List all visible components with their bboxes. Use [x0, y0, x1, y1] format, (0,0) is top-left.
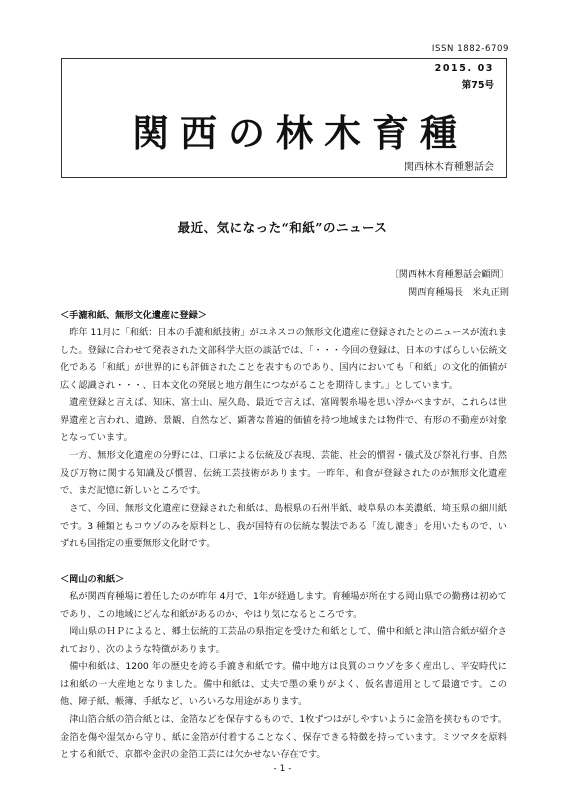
- paragraph: 津山箔合紙の箔合紙とは、金箔などを保存するもので、1枚ずつはがしやすいように金箔を挟むものです。金箔を傷や湿気から守り、紙に金箔が付着することなく、保存できる特徴を持っています。ミツマタを原料とする和紙で、京都や金沢の金箔工芸には欠かせない存在です。: [60, 714, 507, 761]
- paragraph: 遺産登録と言えば、知床、富士山、屋久島、最近で言えば、富岡製糸場を思い浮かべますが、これらは世界遺産と言われ、遺跡、景観、自然など、顕著な普遍的価値を持つ地域または物件で、有形の不動産が対象となっています。: [60, 397, 507, 444]
- author-affiliation: 〔関西林木育種懇話会顧問〕: [389, 269, 509, 280]
- author-name: 関西育種場長 米丸正則: [407, 287, 509, 298]
- masthead-box: [61, 58, 507, 178]
- issn-number: ISSN 1882-6709: [431, 44, 509, 54]
- section-heading-okayama: ＜岡山の和紙＞: [60, 574, 125, 585]
- paragraph: 備中和紙は、1200 年の歴史を誇る手漉き和紙です。備中地方は良質のコウゾを多く産出し、平安時代には和紙の一大産地となりました。備中和紙は、丈夫で墨の乗りがよく、仮名書道用として最適です。この他、障子紙、帳簿、手紙など、いろいろな用途があります。: [60, 661, 507, 708]
- paragraph: 昨年 11月に「和紙：日本の手漉和紙技術」がユネスコの無形文化遺産に登録されたとのニュースが流れました。登録に合わせて発表された文部科学大臣の談話では、「・・・今回の登録は、日本のすばらしい伝統文化である「和紙」が世界的にも評価されたことを表すものであり、国内においても「和紙」の文化的価値が広く認識され・・・、日本文化の発展と地方創生につながることを期待します。」としています。: [60, 327, 507, 391]
- paragraph: 一方、無形文化遺産の分野には、口承による伝統及び表現、芸能、社会的慣習・儀式及び祭礼行事、自然及び万物に関する知識及び慣習、伝統工芸技術があります。一昨年、和食が登録されたのが無形文化遺産で、まだ記憶に新しいところです。: [60, 450, 507, 497]
- paragraph: さて、今回、無形文化遺産に登録された和紙は、島根県の石州半紙、岐阜県の本美濃紙、埼玉県の細川紙です。3 種類ともコウゾのみを原料とし、我が国特有の伝統な製法である「流し漉き」を用いたもので、いずれも国指定の重要無形文化財です。: [60, 503, 507, 550]
- issue-number: 第75号: [461, 80, 494, 91]
- paragraph: 岡山県のＨＰによると、郷土伝統的工芸品の県指定を受けた和紙として、備中和紙と津山箔合紙が紹介されており、次のような特徴があります。: [60, 626, 507, 655]
- page-number: - 1 -: [273, 764, 292, 774]
- newsletter-title: 関西の林木育種: [132, 111, 468, 155]
- issue-date: 2015. 03: [434, 63, 494, 74]
- publisher-name: 関西林木育種懇話会: [404, 162, 494, 173]
- article-title: 最近、気になった“和紙”のニュース: [177, 220, 388, 235]
- paragraph: 私が関西育種場に着任したのが昨年 4月で、1年が経過します。育種場が所在する岡山県での勤務は初めてであり、この地域にどんな和紙があるのか、やはり気になるところです。: [60, 591, 507, 620]
- section-heading-unesco: ＜手漉和紙、無形文化遺産に登録＞: [60, 310, 207, 321]
